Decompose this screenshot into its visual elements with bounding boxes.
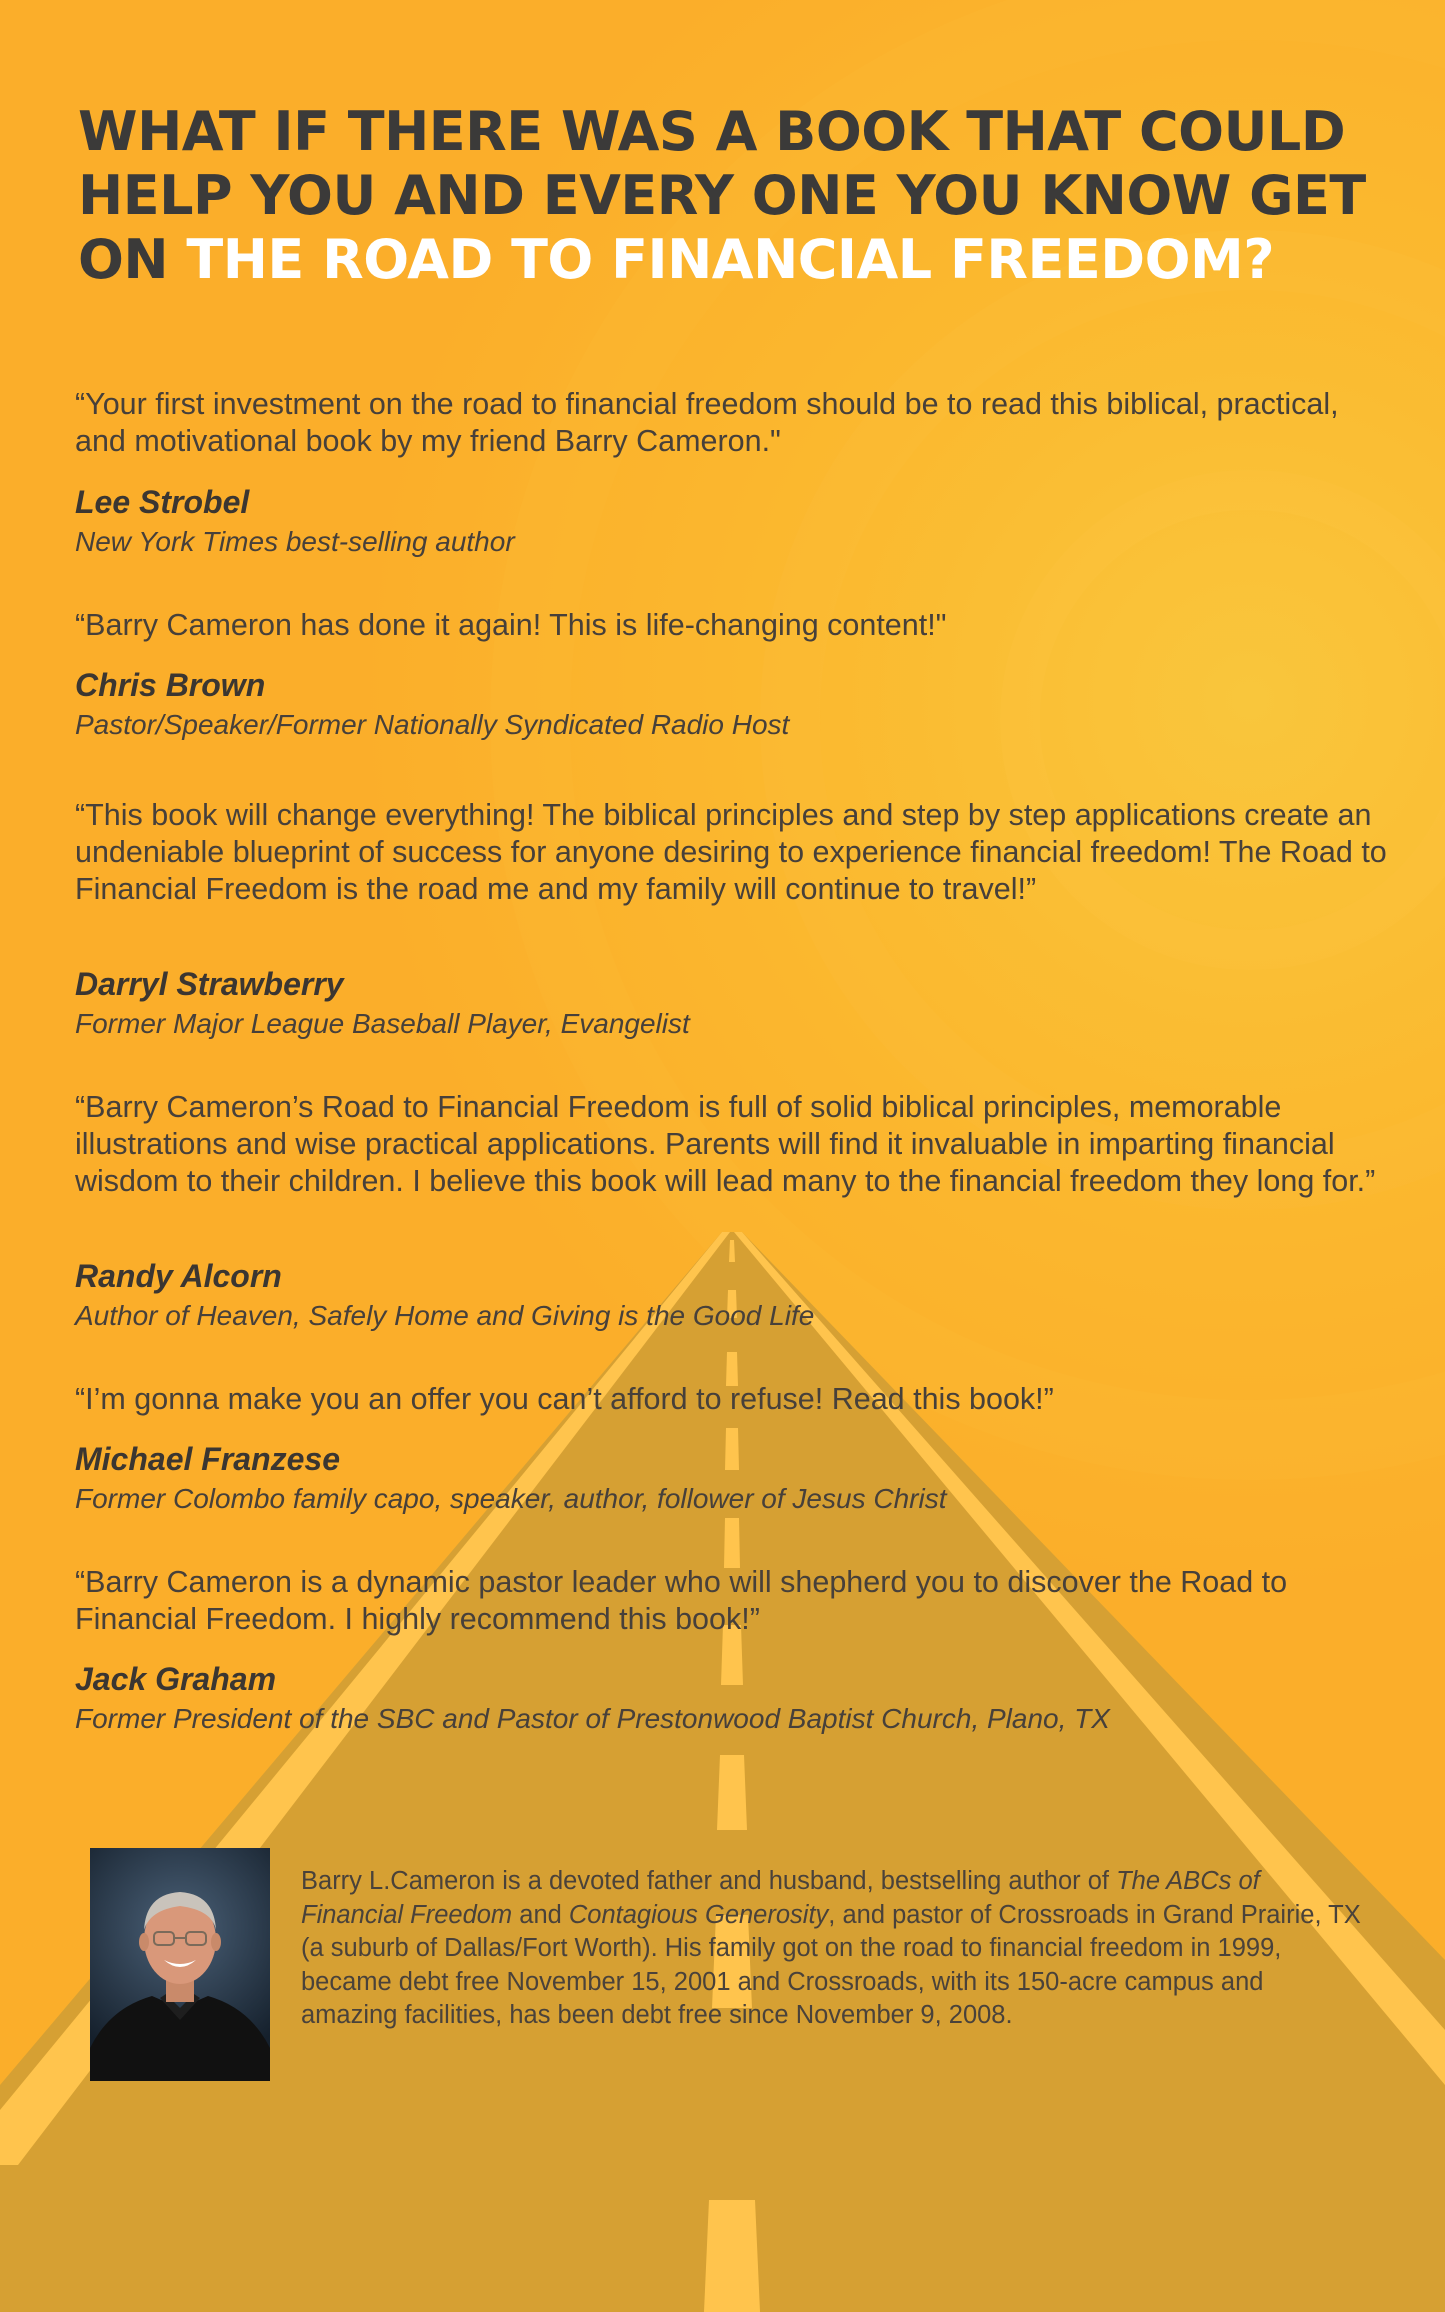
testimonial-name-2: Chris Brown	[75, 667, 266, 703]
testimonial-name-1: Lee Strobel	[75, 484, 250, 520]
testimonial-role-5: Former Colombo family capo, speaker, author, follower of Jesus Christ	[75, 1483, 947, 1514]
author-portrait-image	[90, 1848, 270, 2081]
testimonial-role-2: Pastor/Speaker/Former Nationally Syndicated Radio Host	[75, 709, 790, 740]
headline	[78, 100, 1378, 292]
testimonial-name-5: Michael Franzese	[75, 1441, 340, 1477]
bio-book-title-2: Contagious Generosity	[568, 1900, 829, 1929]
testimonial-quote-2: “Barry Cameron has done it again! This is life-changing content!"	[75, 608, 947, 642]
author-bio	[301, 1865, 1361, 2033]
testimonial-name-6: Jack Graham	[75, 1661, 277, 1697]
testimonial-name-3: Darryl Strawberry	[75, 966, 344, 1002]
testimonial-quote-4: “Barry Cameron’s Road to Financial Freedom is full of solid biblical principles, memorable illustrations and wise practical applications. Parents will find it invaluable in imparting financial wisdom to their children. I believe this book will lead many to the financial freedom they long for.”	[75, 1090, 1376, 1198]
testimonial-name-4: Randy Alcorn	[75, 1258, 282, 1294]
testimonial-quote-6: “Barry Cameron is a dynamic pastor leader who will shepherd you to discover the Road to Financial Freedom. I highly recommend this book!”	[75, 1565, 1288, 1636]
headline-line-2: HELP YOU AND EVERY ONE YOU KNOW GET	[78, 164, 1366, 227]
testimonial-role-6: Former President of the SBC and Pastor of Prestonwood Baptist Church, Plano, TX	[75, 1703, 1110, 1734]
bio-book-title-1: The ABCs of Financial Freedom	[301, 1867, 1260, 1929]
testimonial-role-3: Former Major League Baseball Player, Evangelist	[75, 1008, 690, 1039]
testimonial-quote-1: “Your first investment on the road to financial freedom should be to read this biblical, practical, and motivational book by my friend Barry Cameron."	[75, 387, 1339, 458]
headline-highlight: THE ROAD TO FINANCIAL FREEDOM?	[186, 228, 1275, 291]
testimonial-role-4: Author of Heaven, Safely Home and Giving is the Good Life	[75, 1300, 815, 1331]
testimonial-quote-5: “I’m gonna make you an offer you can’t afford to refuse! Read this book!”	[75, 1382, 1054, 1416]
testimonial-quote-3: “This book will change everything! The biblical principles and step by step applications create an undeniable blueprint of success for anyone desiring to experience financial freedom! The Road to Financial Freedom is the road me and my family will continue to travel!”	[75, 798, 1387, 906]
bio-part-2: and	[512, 1900, 569, 1929]
testimonial-role-1: New York Times best-selling author	[75, 526, 515, 557]
headline-line-3-prefix: ON	[78, 228, 187, 291]
bio-part-1: Barry L.Cameron is a devoted father and husband, bestselling author of	[301, 1867, 1117, 1895]
bio-part-3: , and pastor of Crossroads in Grand Prairie, TX (a suburb of Dallas/Fort Worth). His family got on the road to financial freedom in 1999, became debt free November 15, 2001 and Crossroads, with its 150-acre campus and amazing facilities, has been debt free since November 9, 2008.	[301, 1900, 1361, 2029]
headline-line-1: WHAT IF THERE WAS A BOOK THAT COULD	[78, 100, 1346, 163]
